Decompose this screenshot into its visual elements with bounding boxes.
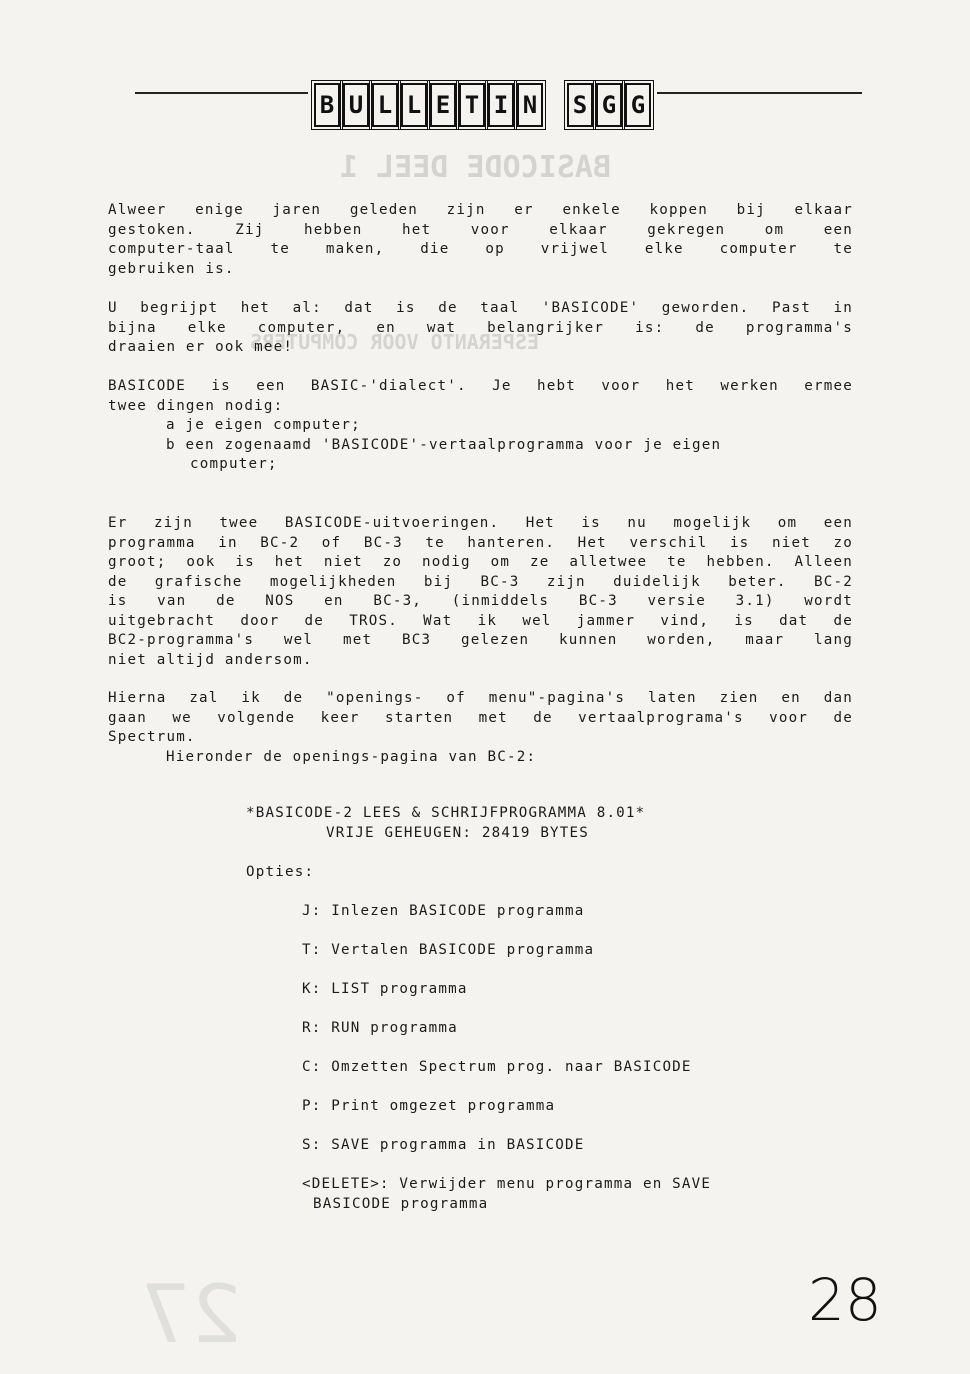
text-line: twee dingen nodig: bbox=[108, 397, 284, 414]
text-line: Hierna zal ik de "openings- of menu"-pagina's laten zien en dan bbox=[108, 690, 853, 706]
masthead-letter: I bbox=[488, 83, 514, 127]
text-line: programma in BC-2 of BC-3 te hanteren. Het verschil is niet zo bbox=[108, 534, 853, 551]
screen-intro: Hieronder de openings-pagina van BC-2: bbox=[166, 748, 537, 765]
text-line: BC2-programma's wel met BC3 gelezen kunnen worden, maar lang bbox=[108, 632, 853, 648]
list-item: a je eigen computer; bbox=[166, 417, 361, 433]
text-line: computer-taal te maken, die op vrijwel elke computer te bbox=[108, 241, 853, 257]
screen-options-label: Opties: bbox=[246, 864, 315, 880]
text-line: gaan we volgende keer starten met de vertaalprograma's voor de bbox=[108, 709, 853, 726]
paragraph-versions bbox=[108, 514, 853, 670]
menu-option-save: S: SAVE programma in BASICODE bbox=[302, 1137, 585, 1153]
masthead-letter: N bbox=[517, 83, 543, 127]
text-line: gebruiken is. bbox=[108, 260, 235, 277]
masthead-letter: U bbox=[343, 83, 369, 127]
paragraph-basicode bbox=[108, 299, 853, 358]
page-number: 28 bbox=[808, 1266, 882, 1334]
bleed-through-header: BASICODE DEEL 1 bbox=[340, 150, 611, 185]
text-line: bijna elke computer, en wat belangrijker is: de programma's bbox=[108, 319, 853, 336]
paragraph-dialect bbox=[108, 377, 853, 475]
screen-title: *BASICODE-2 LEES & SCHRIJFPROGRAMMA 8.01* bbox=[246, 805, 646, 821]
masthead-letter: B bbox=[314, 83, 340, 127]
masthead-letter: L bbox=[372, 83, 398, 127]
text-line: uitgebracht door de TROS. Wat ik wel jammer vind, is dat de bbox=[108, 612, 853, 629]
masthead-letter: S bbox=[567, 83, 593, 127]
masthead-letter: G bbox=[596, 83, 622, 127]
masthead bbox=[308, 80, 657, 130]
masthead-letter: G bbox=[625, 83, 651, 127]
menu-option-list: K: LIST programma bbox=[302, 981, 468, 997]
menu-option-delete: <DELETE>: Verwijder menu programma en SAVE bbox=[302, 1176, 712, 1192]
text-line: niet altijd andersom. bbox=[108, 651, 313, 668]
paragraph-intro bbox=[108, 201, 853, 279]
masthead-letter: L bbox=[401, 83, 427, 127]
bleed-through-page-number: 27 bbox=[140, 1268, 242, 1361]
text-line: draaien er ook mee! bbox=[108, 339, 294, 355]
text-line: de grafische mogelijkheden bij BC-3 zijn duidelijk beter. BC-2 bbox=[108, 573, 853, 590]
menu-option-inlezen: J: Inlezen BASICODE programma bbox=[302, 903, 585, 919]
text-line: is van de NOS en BC-3, (inmiddels BC-3 versie 3.1) wordt bbox=[108, 593, 853, 609]
list-item-continuation: computer; bbox=[190, 456, 278, 472]
text-line: U begrijpt het al: dat is de taal 'BASICODE' geworden. Past in bbox=[108, 300, 853, 316]
masthead-letter: T bbox=[459, 83, 485, 127]
masthead-letter: E bbox=[430, 83, 456, 127]
text-line: BASICODE is een BASIC-'dialect'. Je hebt voor het werken ermee bbox=[108, 378, 853, 394]
text-line: Spectrum. bbox=[108, 729, 196, 745]
text-line: gestoken. Zij hebben het voor elkaar gekregen om een bbox=[108, 221, 853, 238]
text-line: Alweer enige jaren geleden zijn er enkele koppen bij elkaar bbox=[108, 202, 853, 218]
menu-option-print: P: Print omgezet programma bbox=[302, 1098, 556, 1114]
menu-option-delete-continuation: BASICODE programma bbox=[313, 1196, 489, 1212]
paragraph-hierna bbox=[108, 689, 853, 767]
text-line: groot; ook is het niet zo nodig om ze alletwee te hebben. Alleen bbox=[108, 554, 853, 570]
menu-option-run: R: RUN programma bbox=[302, 1020, 458, 1036]
screen-memory: VRIJE GEHEUGEN: 28419 BYTES bbox=[326, 825, 590, 841]
menu-option-vertalen: T: Vertalen BASICODE programma bbox=[302, 942, 595, 958]
bleed-through-subtitle: ESPERANTO VOOR COMPUTERS bbox=[250, 330, 539, 354]
menu-option-omzetten: C: Omzetten Spectrum prog. naar BASICODE bbox=[302, 1059, 692, 1075]
list-item: b een zogenaamd 'BASICODE'-vertaalprogramma voor je eigen bbox=[166, 436, 722, 453]
text-line: Er zijn twee BASICODE-uitvoeringen. Het is nu mogelijk om een bbox=[108, 515, 853, 531]
